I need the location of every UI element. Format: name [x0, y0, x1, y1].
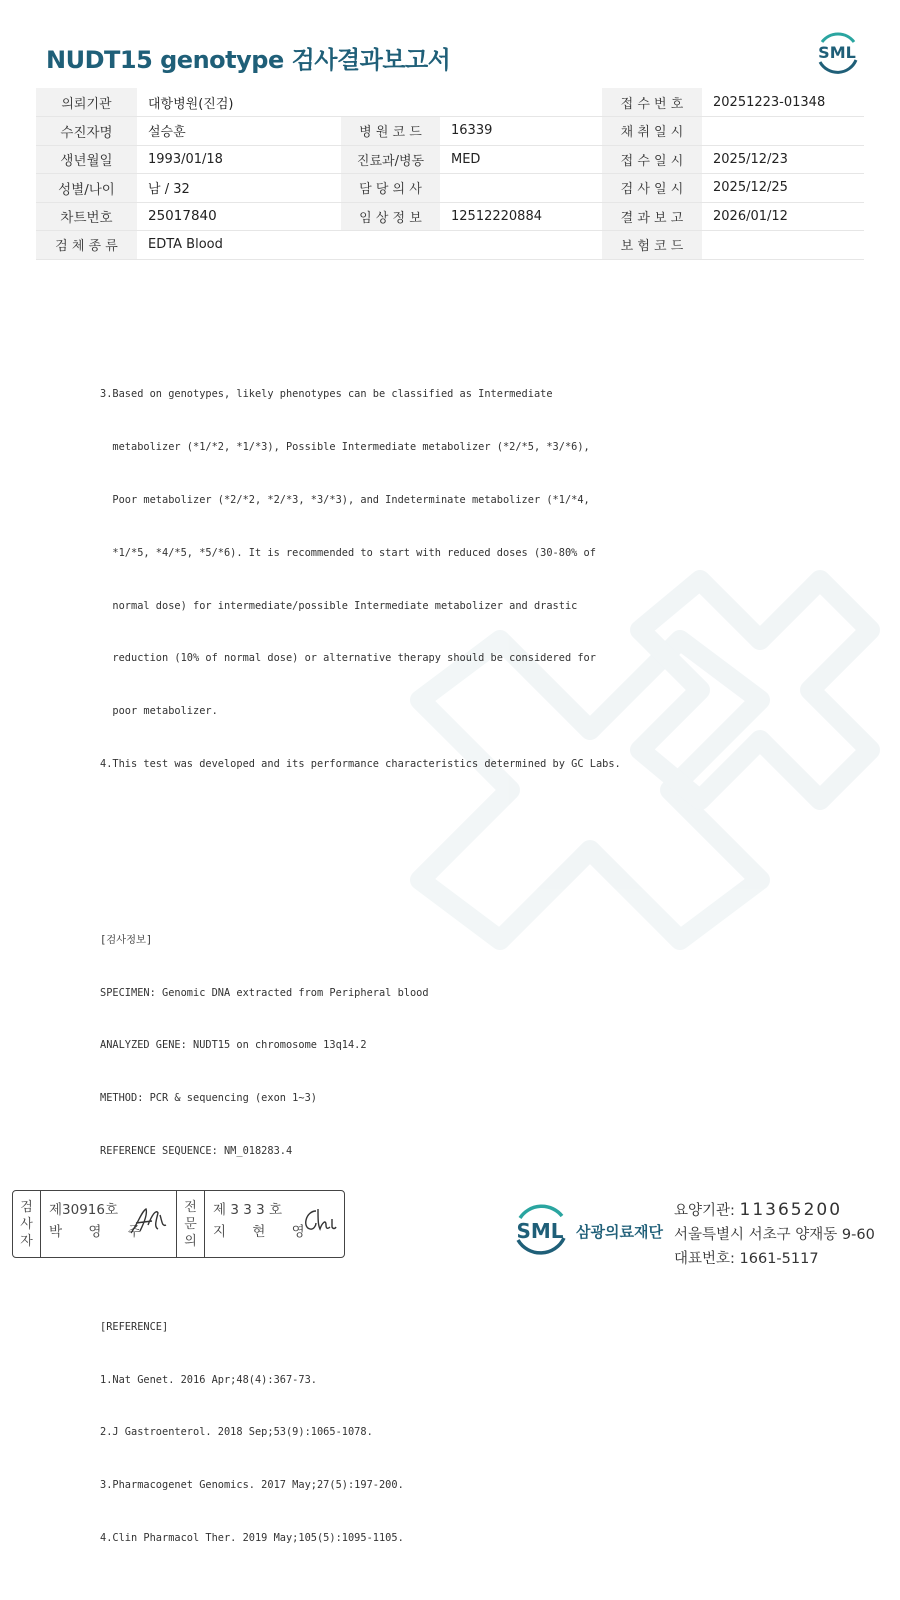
- value-hospital-code: 16339: [440, 117, 602, 146]
- value-physician: [440, 174, 602, 203]
- label-sex-age: 성별/나이: [36, 174, 137, 203]
- examiner-signature-icon: [128, 1205, 170, 1239]
- test-info-line: ANALYZED GENE: NUDT15 on chromosome 13q14.2: [100, 1039, 367, 1052]
- specialist-signature-icon: [298, 1205, 338, 1237]
- value-sex-age: 남 / 32: [137, 174, 341, 203]
- report-body: [100, 316, 740, 1600]
- footer-logo: [510, 1200, 663, 1256]
- examiner-label-char: 사: [20, 1216, 33, 1232]
- label-requesting-institution: 의뢰기관: [36, 88, 137, 117]
- table-row: [36, 88, 864, 117]
- reference-line: 4.Clin Pharmacol Ther. 2019 May;105(5):1095-1105.: [100, 1531, 404, 1544]
- value-clinical-info: 12512220884: [440, 202, 602, 231]
- label-collection-date: 채 취 일 시: [602, 117, 702, 146]
- label-hospital-code: 병 원 코 드: [341, 117, 440, 146]
- value-requesting-institution: 대항병원(진검): [137, 88, 602, 117]
- sml-logo-text: SML: [818, 43, 856, 62]
- phone-number: 1661-5117: [739, 1251, 819, 1267]
- reference-section: [100, 1284, 740, 1583]
- table-row: [36, 174, 864, 203]
- reference-line: 3.Pharmacogenet Genomics. 2017 May;27(5):197-200.: [100, 1479, 404, 1492]
- value-chart-number: 25017840: [137, 202, 341, 231]
- examiner-label-char: 검: [20, 1199, 33, 1215]
- note-line: reduction (10% of normal dose) or alternative therapy should be considered for: [100, 652, 596, 665]
- sml-footer-logo: [510, 1200, 570, 1256]
- footer-org-name: 삼광의료재단: [576, 1222, 663, 1241]
- examiner-label: [13, 1191, 41, 1257]
- test-info-section: [100, 897, 740, 1196]
- specialist-label-char: 의: [184, 1233, 197, 1249]
- value-insurance-code: [702, 231, 864, 260]
- specialist-label: [177, 1191, 205, 1257]
- footer-address: 서울특별시 서초구 양재동 9-60: [674, 1227, 875, 1243]
- phone-line: [674, 1247, 875, 1271]
- value-receipt-number: 20251223-01348: [702, 88, 864, 117]
- value-birth-date: 1993/01/18: [137, 145, 341, 174]
- reference-line: 1.Nat Genet. 2016 Apr;48(4):367-73.: [100, 1373, 317, 1386]
- label-report-date: 결 과 보 고: [602, 202, 702, 231]
- table-row: [36, 145, 864, 174]
- table-row: [36, 231, 864, 260]
- test-info-line: REFERENCE SEQUENCE: NM_018283.4: [100, 1144, 293, 1157]
- specialist-label-char: 전: [184, 1199, 197, 1215]
- note-line: normal dose) for intermediate/possible Intermediate metabolizer and drastic: [100, 599, 578, 612]
- label-receipt-number: 접 수 번 호: [602, 88, 702, 117]
- sml-footer-logo-text: SML: [516, 1219, 564, 1243]
- examiner-license: 제30916호: [49, 1202, 119, 1218]
- table-row: [36, 202, 864, 231]
- note-line: metabolizer (*1/*2, *1/*3), Possible Intermediate metabolizer (*2/*5, *3/*6),: [100, 441, 590, 454]
- reference-line: 2.J Gastroenterol. 2018 Sep;53(9):1065-1078.: [100, 1426, 373, 1439]
- institution-code-line: [674, 1198, 875, 1223]
- value-test-date: 2025/12/25: [702, 174, 864, 203]
- label-clinical-info: 임 상 정 보: [341, 202, 440, 231]
- value-report-date: 2026/01/12: [702, 202, 864, 231]
- value-department: MED: [440, 145, 602, 174]
- institution-code-label: 요양기관:: [674, 1203, 735, 1219]
- value-receipt-date: 2025/12/23: [702, 145, 864, 174]
- label-birth-date: 생년월일: [36, 145, 137, 174]
- table-row: [36, 117, 864, 146]
- test-info-line: SPECIMEN: Genomic DNA extracted from Peripheral blood: [100, 986, 429, 999]
- report-title: NUDT15 genotype 검사결과보고서: [46, 46, 451, 74]
- label-physician: 담 당 의 사: [341, 174, 440, 203]
- note-line: 3.Based on genotypes, likely phenotypes can be classified as Intermediate: [100, 388, 553, 401]
- label-specimen-type: 검 체 종 류: [36, 231, 137, 260]
- footer-info: [674, 1198, 875, 1271]
- sml-logo: [812, 28, 862, 76]
- notes-section: [100, 351, 740, 808]
- note-line: 4.This test was developed and its performance characteristics determined by GC Labs.: [100, 757, 621, 770]
- examiner-cell: [41, 1191, 177, 1257]
- label-patient-name: 수진자명: [36, 117, 137, 146]
- test-info-heading: [검사정보]: [100, 933, 153, 946]
- signature-box: [12, 1190, 345, 1258]
- institution-code: 11365200: [739, 1200, 843, 1220]
- specialist-name: 지 현 영: [213, 1224, 316, 1240]
- label-chart-number: 차트번호: [36, 202, 137, 231]
- examiner-name: 박 영 주: [49, 1224, 152, 1240]
- value-collection-date: [702, 117, 864, 146]
- label-department: 진료과/병동: [341, 145, 440, 174]
- reference-heading: [REFERENCE]: [100, 1320, 169, 1333]
- note-line: *1/*5, *4/*5, *5/*6). It is recommended to start with reduced doses (30-80% of: [100, 546, 596, 559]
- label-receipt-date: 접 수 일 시: [602, 145, 702, 174]
- value-patient-name: 설승훈: [137, 117, 341, 146]
- value-specimen-type: EDTA Blood: [137, 231, 602, 260]
- label-insurance-code: 보 험 코 드: [602, 231, 702, 260]
- patient-info-table: [36, 88, 864, 260]
- note-line: Poor metabolizer (*2/*2, *2/*3, *3/*3), and Indeterminate metabolizer (*1/*4,: [100, 493, 590, 506]
- note-line: poor metabolizer.: [100, 705, 218, 718]
- specialist-label-char: 문: [184, 1216, 197, 1232]
- test-info-line: METHOD: PCR & sequencing (exon 1~3): [100, 1092, 317, 1105]
- specialist-license: 제 3 3 3 호: [213, 1202, 283, 1218]
- label-test-date: 검 사 일 시: [602, 174, 702, 203]
- examiner-label-char: 자: [20, 1233, 33, 1249]
- phone-label: 대표번호:: [674, 1251, 735, 1267]
- spacer: [100, 844, 740, 862]
- specialist-cell: [205, 1191, 344, 1257]
